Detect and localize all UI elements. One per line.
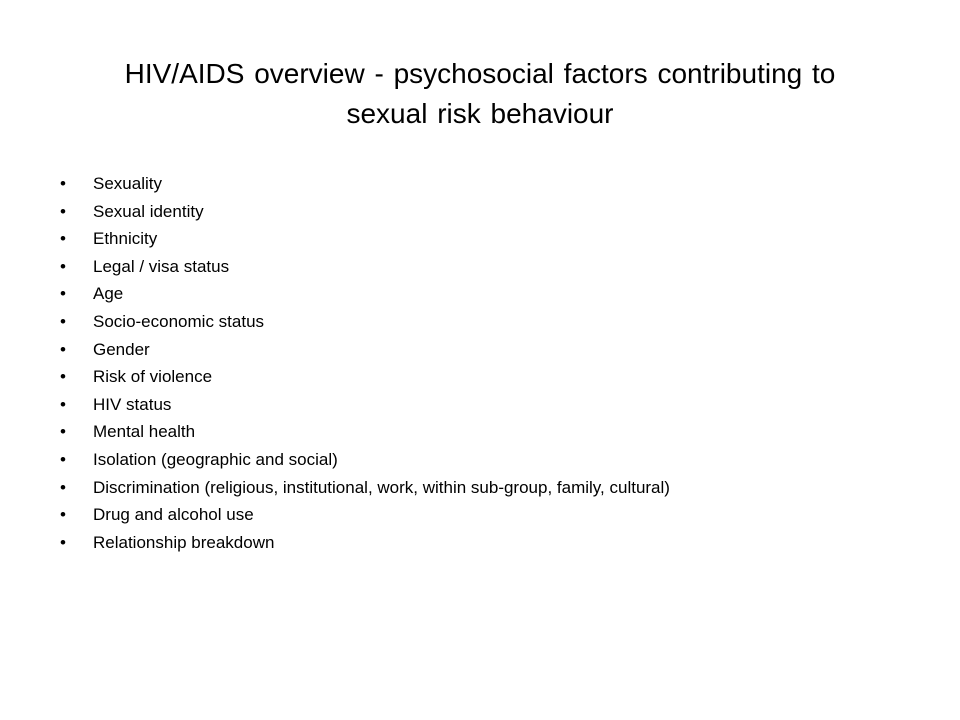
bullet-item-isolation — [60, 446, 920, 474]
slide-title-line-2: sexual risk behaviour — [346, 98, 614, 129]
bullet-text: Age — [93, 284, 124, 304]
bullet-item-relationship-breakdown — [60, 529, 920, 557]
bullet-text: Legal / visa status — [93, 256, 230, 276]
bullet-icon: • — [60, 311, 66, 331]
bullet-icon: • — [60, 394, 66, 414]
bullet-icon: • — [60, 422, 66, 442]
bullet-item-drug-and-alcohol-use — [60, 501, 920, 529]
bullet-item-discrimination — [60, 474, 920, 502]
bullet-item-hiv-status — [60, 391, 920, 419]
bullet-icon: • — [60, 201, 66, 221]
bullet-item-sexuality — [60, 170, 920, 198]
bullet-text: Sexual identity — [93, 201, 204, 221]
bullet-text: Discrimination (religious, institutional, work, within sub-group, family, cultural) — [93, 477, 670, 497]
bullet-icon: • — [60, 449, 66, 469]
bullet-item-age — [60, 280, 920, 308]
bullet-list — [60, 170, 920, 556]
bullet-item-risk-of-violence — [60, 363, 920, 391]
slide-title-line-1: HIV/AIDS overview - psychosocial factors contributing to — [124, 58, 836, 89]
bullet-text: HIV status — [93, 394, 172, 414]
bullet-item-gender — [60, 336, 920, 364]
bullet-item-sexual-identity — [60, 198, 920, 226]
bullet-icon: • — [60, 284, 66, 304]
bullet-item-mental-health — [60, 418, 920, 446]
bullet-icon: • — [60, 256, 66, 276]
bullet-icon: • — [60, 505, 66, 525]
bullet-text: Gender — [93, 339, 150, 359]
bullet-item-ethnicity — [60, 225, 920, 253]
bullet-item-socio-economic-status — [60, 308, 920, 336]
bullet-text: Drug and alcohol use — [93, 505, 254, 525]
bullet-item-legal-visa-status — [60, 253, 920, 281]
bullet-icon: • — [60, 229, 66, 249]
bullet-text: Risk of violence — [93, 367, 213, 387]
bullet-icon: • — [60, 532, 66, 552]
bullet-text: Ethnicity — [93, 229, 158, 249]
slide-title — [60, 54, 900, 134]
bullet-icon: • — [60, 339, 66, 359]
bullet-text: Sexuality — [93, 174, 162, 193]
bullet-text: Socio-economic status — [93, 311, 265, 331]
bullet-icon: • — [60, 174, 66, 193]
bullet-text: Relationship breakdown — [93, 532, 275, 552]
bullet-icon: • — [60, 367, 66, 387]
bullet-icon: • — [60, 477, 66, 497]
bullet-text: Isolation (geographic and social) — [93, 449, 338, 469]
bullet-text: Mental health — [93, 422, 196, 442]
